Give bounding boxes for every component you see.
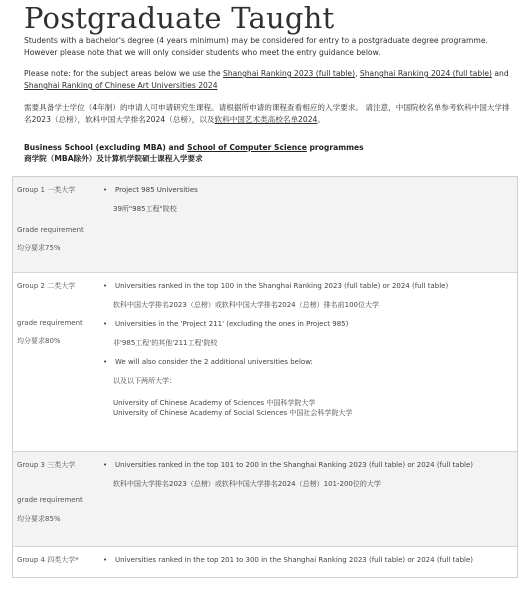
grade-label: Grade requirement xyxy=(17,226,84,234)
criterion-text: Universities ranked in the top 100 in the Shanghai Ranking 2023 (full table) or 2024 (full table) xyxy=(115,282,449,290)
note-prefix: Please note: for the subject areas below we use the xyxy=(24,69,224,78)
group-2-label-cell xyxy=(13,273,97,451)
ranking-note xyxy=(24,68,516,92)
bullet-icon: • xyxy=(103,358,108,366)
criterion-cn: 软科中国大学排名2023（总榜）或软科中国大学排名2024（总榜）排名前100位大学 xyxy=(113,301,379,309)
grade-label: grade requirement xyxy=(17,319,83,327)
note-sep-2: and xyxy=(491,69,509,78)
cn-note-suffix: 。 xyxy=(317,115,325,124)
group-label: Group 1 一类大学 xyxy=(17,186,76,194)
criterion-cn: 软科中国大学排名2023（总榜）或软科中国大学排名2024（总榜）101-200位的大学 xyxy=(113,480,381,488)
group-1-label-cell xyxy=(13,177,97,272)
table-row-group-1 xyxy=(13,177,517,272)
criterion-cn: 以及以下两所大学： xyxy=(113,377,176,385)
criterion-text: We will also consider the 2 additional universities below: xyxy=(115,358,313,366)
bullet-icon: • xyxy=(103,320,108,328)
section-heading xyxy=(24,142,516,164)
criterion-cn: 39所"985工程"院校 xyxy=(113,205,177,213)
average-requirement: 均分要求75% xyxy=(17,244,61,252)
page-title: Postgraduate Taught xyxy=(24,1,335,35)
shanghai-ranking-2024-link[interactable]: Shanghai Ranking 2024 (full table) xyxy=(359,69,492,78)
bullet-icon: • xyxy=(103,282,108,290)
additional-university-2: University of Chinese Academy of Social Sciences 中国社会科学院大学 xyxy=(113,409,353,417)
criterion-text: Universities ranked in the top 201 to 300 in the Shanghai Ranking 2023 (full table) or 2024 (full table) xyxy=(115,556,474,564)
criterion-text: Universities in the 'Project 211' (excluding the ones in Project 985) xyxy=(115,320,349,328)
note-sep-1: , xyxy=(355,69,360,78)
cn-note-prefix: 需要具备学士学位（4年制）的申请人可申请研究生课程。请根据所申请的课程查看相应的入学要求。 请注意，中国院校名单参考软科中国大学排名2023（总榜），软科中国大学排名2024（总榜），以及 xyxy=(24,103,510,124)
art-universities-ranking-link[interactable]: Shanghai Ranking of Chinese Art Universities 2024 xyxy=(24,81,218,90)
entry-requirements-table xyxy=(12,176,518,578)
average-requirement: 均分要求80% xyxy=(17,337,61,345)
table-row-group-4 xyxy=(13,546,517,577)
group-3-label-cell xyxy=(13,452,97,546)
criterion-cn: 非'985工程'的其他'211工程'院校 xyxy=(113,339,218,347)
bullet-icon: • xyxy=(103,556,108,564)
additional-university-1: University of Chinese Academy of Sciences 中国科学院大学 xyxy=(113,399,316,407)
list-item xyxy=(101,460,513,470)
group-label: Group 4 四类大学* xyxy=(17,556,79,564)
criterion-text: Universities ranked in the top 101 to 200 in the Shanghai Ranking 2023 (full table) or 2024 (full table) xyxy=(115,461,474,469)
group-label: Group 2 二类大学 xyxy=(17,282,76,290)
group-2-criteria-cell xyxy=(97,273,517,451)
section-heading-en xyxy=(24,142,516,153)
group-label: Group 3 三类大学 xyxy=(17,461,76,469)
bullet-icon: • xyxy=(103,186,108,194)
bullet-icon: • xyxy=(103,461,108,469)
group-1-criteria-cell xyxy=(97,177,517,272)
list-item xyxy=(101,185,513,195)
grade-label: grade requirement xyxy=(17,496,83,504)
intro-paragraph: Students with a bachelor's degree (4 years minimum) may be considered for entry to a postgraduate degree programme. However please note that we will only consider students who meet the entry guidance below. xyxy=(24,36,488,57)
shanghai-ranking-2023-link[interactable]: Shanghai Ranking 2023 (full table) xyxy=(223,69,356,78)
list-item xyxy=(101,281,513,291)
group-3-criteria-cell xyxy=(97,452,517,546)
heading-en-post: programmes xyxy=(306,143,364,152)
group-4-label-cell xyxy=(13,547,97,577)
heading-en-pre: Business School (excluding MBA) and xyxy=(24,143,188,152)
criterion-text: Project 985 Universities xyxy=(115,186,198,194)
list-item xyxy=(101,555,513,565)
table-row-group-3 xyxy=(13,451,517,546)
table-row-group-2 xyxy=(13,272,517,451)
average-requirement: 均分要求85% xyxy=(17,515,61,523)
chinese-note xyxy=(24,102,516,126)
cn-art-ranking-link[interactable]: 软科中国艺术类高校名单2024 xyxy=(214,115,318,124)
list-item xyxy=(101,357,513,367)
group-4-criteria-cell xyxy=(97,547,517,577)
list-item xyxy=(101,319,513,329)
section-heading-cn: 商学院（MBA除外）及计算机学院硕士课程入学要求 xyxy=(24,154,203,163)
computer-science-link[interactable]: School of Computer Science xyxy=(187,143,307,152)
